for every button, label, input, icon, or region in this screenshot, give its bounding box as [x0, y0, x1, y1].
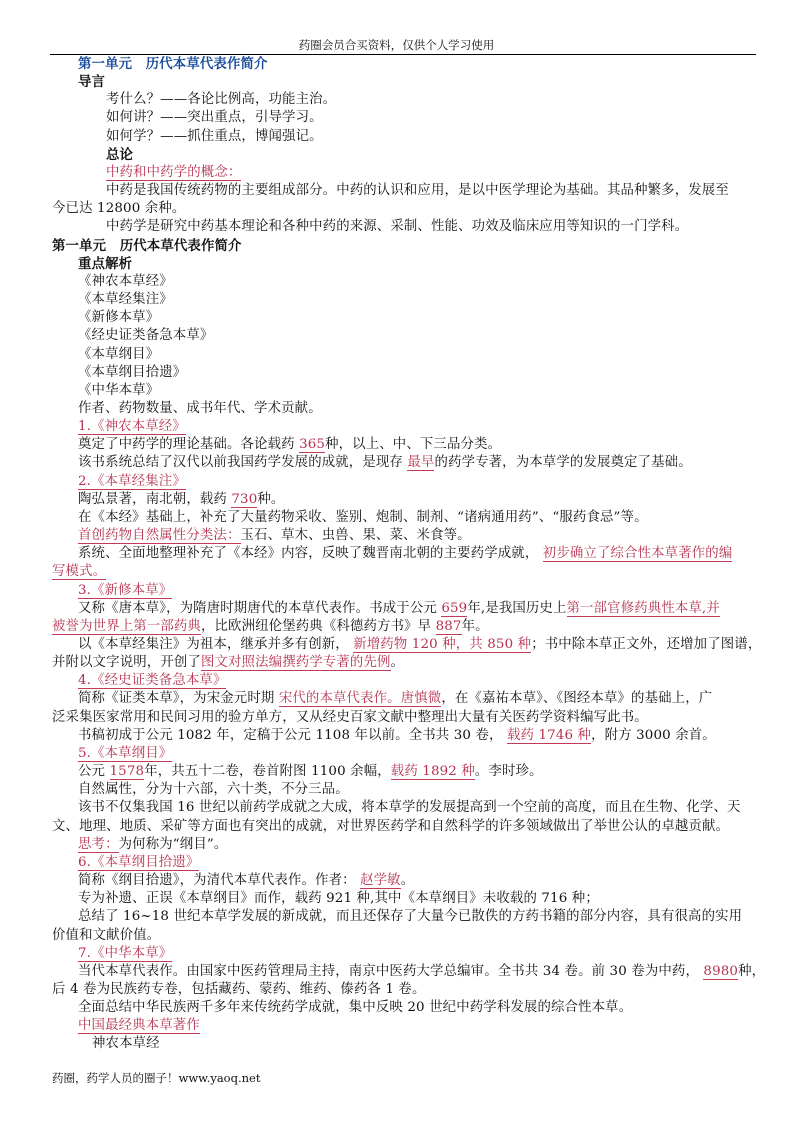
text-segment: 《本草经集注》 — [78, 292, 173, 308]
text-segment: 该书系统总结了汉代以前我国药学发展的成就，是现存 — [78, 455, 408, 471]
text-segment: 第一单元 历代本草代表作简介 — [78, 56, 268, 72]
highlighted-text: 3.《新修本草》 — [78, 582, 173, 598]
text-line — [0, 799, 793, 817]
text-line — [0, 164, 793, 182]
page-header: 药圈会员合买资料，仅供个人学习使用 — [298, 38, 495, 52]
highlighted-text: 6.《本草纲目拾遗》 — [78, 854, 200, 870]
text-line — [0, 327, 793, 345]
text-line — [0, 418, 793, 436]
text-line — [0, 582, 793, 600]
text-line — [0, 182, 793, 200]
text-line — [0, 854, 793, 872]
text-line — [0, 200, 793, 218]
text-segment: 总结了 16~18 世纪本草学发展的新成就，而且还保存了大量今已散佚的方药书籍的部分内容，具有很高的实用 — [78, 909, 743, 925]
heading-line — [0, 73, 793, 91]
text-segment: 为何称为“纲目”。 — [118, 836, 228, 852]
text-line — [0, 763, 793, 781]
text-line — [0, 709, 793, 727]
text-segment: 简称《证类本草》，为宋金元时期 — [78, 691, 279, 707]
text-segment: 系统、全面地整理补充了《本经》内容，反映了魏晋南北朝的主要药学成就， — [78, 546, 543, 562]
text-line — [0, 999, 793, 1017]
text-segment: 作者、药物数量、成书年代、学术贡献。 — [78, 400, 322, 416]
highlighted-text: 887 — [435, 618, 462, 634]
text-segment: 《本草纲目》 — [78, 346, 160, 362]
text-line — [0, 491, 793, 509]
text-segment: 种，以上、中、下三品分类。 — [325, 437, 502, 453]
document-body — [0, 55, 793, 1054]
highlighted-text: 4.《经史证类备急本草》 — [78, 673, 227, 689]
text-segment: 今已达 12800 余种。 — [52, 201, 186, 217]
text-line — [0, 436, 793, 454]
text-segment: 中药是我国传统药物的主要组成部分。中药的认识和应用，是以中医学理论为基础。其品种繁多，发展至 — [106, 183, 729, 199]
highlighted-text: 新增药物 120 种，共 850 种 — [353, 637, 532, 652]
text-line — [0, 400, 793, 418]
text-segment: ，附方 3000 余首。 — [591, 727, 716, 743]
text-line — [0, 218, 793, 236]
text-segment: 年,是我国历史上 — [467, 600, 567, 616]
heading-line — [0, 146, 793, 164]
highlighted-text: 1.《神农本草经》 — [78, 419, 186, 435]
highlighted-text: 2.《本草经集注》 — [78, 473, 186, 489]
text-segment: 种。 — [257, 491, 285, 507]
text-line — [0, 309, 793, 327]
text-line — [0, 509, 793, 527]
text-segment: 自然属性，分为十六部，六十类，不分三品。 — [78, 782, 349, 798]
text-line — [0, 1035, 793, 1053]
highlighted-text: 最早 — [407, 455, 435, 471]
text-segment: 《中华本草》 — [78, 382, 160, 398]
text-line — [0, 908, 793, 926]
highlighted-text: 写模式。 — [52, 564, 107, 580]
text-segment: 。 — [390, 655, 405, 671]
text-segment: 专为补遗、正误《本草纲目》而作，载药 921 种,其中《本草纲目》未收载的 716 种； — [78, 891, 599, 907]
text-segment: ，在《嘉祐本草》、《图经本草》的基础上，广 — [441, 691, 713, 707]
highlighted-text: 载药 1746 种 — [506, 727, 592, 743]
text-segment: 全面总结中华民族两千多年来传统药学成就，集中反映 20 世纪中药学科发展的综合性本草。 — [78, 1000, 633, 1016]
text-segment: 年，共五十二卷，卷首附图 1100 余幅， — [144, 764, 391, 780]
highlighted-text: 中国最经典本草著作 — [78, 1018, 200, 1034]
text-line — [0, 927, 793, 945]
text-segment: 玉石、草木、虫兽、果、菜、米食等。 — [240, 528, 471, 544]
text-segment: ，比欧洲纽伦堡药典《科德药方书》早 — [200, 618, 436, 634]
text-segment: 当代本草代表作。由国家中医药管理局主持，南京中医药大学总编审。全书共 34 卷。前 30 卷为中药， — [78, 963, 704, 979]
text-line — [0, 672, 793, 690]
highlighted-text: 被誉为世界上第一部药典 — [52, 618, 201, 634]
text-line — [0, 945, 793, 963]
text-segment: 价值和文献价值。 — [52, 927, 161, 943]
text-line — [0, 636, 793, 654]
text-segment: 该书不仅集我国 16 世纪以前药学成就之大成，将本草学的发展提高到一个空前的高度，而且在生物、化学、天 — [78, 800, 741, 816]
text-segment: 。 — [400, 873, 415, 889]
text-segment: 重点解析 — [78, 255, 133, 272]
text-line — [0, 545, 793, 563]
text-line — [0, 91, 793, 109]
text-segment: 《新修本草》 — [78, 310, 160, 326]
text-line — [0, 563, 793, 581]
text-segment: 并附以文字说明，开创了 — [52, 655, 201, 671]
text-segment: 简称《纲目拾遗》，为清代本草代表作。作者： — [78, 873, 361, 889]
text-segment: 年。 — [461, 618, 489, 634]
text-line — [0, 981, 793, 999]
text-line — [0, 618, 793, 636]
text-segment: 奠定了中药学的理论基础。各论载药 — [78, 437, 300, 453]
text-segment: 如何学？——抓住重点，博闻强记。 — [106, 128, 323, 144]
highlighted-text: 5.《本草纲目》 — [78, 745, 173, 761]
text-segment: 陶弘景著，南北朝，载药 — [78, 491, 232, 507]
highlighted-text: 载药 1892 种 — [390, 764, 475, 780]
highlighted-text: 7.《中华本草》 — [78, 945, 173, 961]
text-segment: 《经史证类备急本草》 — [78, 328, 214, 344]
highlighted-text: 第一部官修药典性本草,并 — [566, 600, 720, 616]
text-line — [0, 291, 793, 309]
text-line — [0, 890, 793, 908]
text-line — [0, 128, 793, 146]
text-segment: ；书中除本草正文外，还增加了图谱， — [531, 637, 762, 652]
highlighted-text: 8980 — [703, 963, 739, 979]
text-segment: 文、地理、地质、采矿等方面也有突出的成就，对世界医药学和自然科学的许多领域做出了举世公认的卓越贡献。 — [52, 818, 730, 834]
text-line — [0, 690, 793, 708]
text-segment: 神农本草经 — [92, 1036, 160, 1052]
text-line — [0, 818, 793, 836]
highlighted-text: 1578 — [109, 764, 145, 780]
text-segment: 的药学专著，为本草学的发展奠定了基础。 — [434, 455, 692, 471]
text-segment: 又称《唐本草》，为隋唐时期唐代的本草代表作。书成于公元 — [78, 600, 442, 616]
highlighted-text: 365 — [299, 437, 326, 453]
text-line — [0, 364, 793, 382]
text-segment: 《神农本草经》 — [78, 273, 173, 289]
text-segment: 《本草纲目拾遗》 — [78, 364, 187, 380]
text-segment: 导言 — [78, 74, 106, 91]
text-line — [0, 654, 793, 672]
text-line — [0, 527, 793, 545]
text-line — [0, 727, 793, 745]
text-segment: 。李时珍。 — [474, 764, 543, 780]
text-segment: 总论 — [106, 146, 134, 163]
text-line — [0, 872, 793, 890]
page-footer: 药圈，药学人员的圈子！www.yaoq.net — [52, 1071, 261, 1085]
text-segment: 后 4 卷为民族药专卷，包括藏药、蒙药、维药、傣药各 1 卷。 — [52, 981, 426, 997]
text-segment: 以《本草经集注》为祖本，继承并多有创新， — [78, 637, 354, 652]
highlighted-text: 730 — [231, 491, 258, 507]
heading-line — [0, 55, 793, 73]
highlighted-text: 659 — [441, 600, 468, 616]
text-line — [0, 781, 793, 799]
text-line — [0, 836, 793, 854]
highlighted-text: 思考： — [78, 836, 119, 852]
text-segment: 公元 — [78, 764, 110, 780]
text-line — [0, 600, 793, 618]
highlighted-text: 宋代的本草代表作。唐慎微 — [278, 691, 442, 707]
highlighted-text: 赵学敏 — [360, 873, 401, 889]
highlighted-text: 中药和中药学的概念： — [106, 164, 242, 180]
text-line — [0, 1017, 793, 1035]
text-line — [0, 346, 793, 364]
heading-line — [0, 255, 793, 273]
highlighted-text: 图文对照法编撰药学专著的先例 — [200, 655, 391, 671]
highlighted-text: 初步确立了综合性本草著作的编 — [542, 546, 733, 562]
text-segment: 种， — [738, 963, 766, 979]
text-line — [0, 273, 793, 291]
heading-line — [0, 237, 793, 255]
text-segment: 书稿初成于公元 1082 年，定稿于公元 1108 年以前。全书共 30 卷， — [78, 727, 507, 743]
text-segment: 泛采集医家常用和民间习用的验方单方，又从经史百家文献中整理出大量有关医药学资料编写此书。 — [52, 709, 648, 725]
text-segment: 第一单元 历代本草代表作简介 — [52, 237, 242, 254]
highlighted-text: 首创药物自然属性分类法： — [78, 528, 241, 544]
text-segment: 如何讲？——突出重点，引导学习。 — [106, 110, 323, 126]
text-line — [0, 473, 793, 491]
text-segment: 在《本经》基础上，补充了大量药物采收、鉴别、炮制、制剂、“诸病通用药”、“服药食忌”等。 — [78, 509, 648, 525]
text-line — [0, 454, 793, 472]
text-segment: 中药学是研究中药基本理论和各种中药的来源、采制、性能、功效及临床应用等知识的一门学科。 — [106, 219, 689, 235]
text-line — [0, 109, 793, 127]
text-line — [0, 382, 793, 400]
text-line — [0, 963, 793, 981]
text-segment: 考什么？——各论比例高，功能主治。 — [106, 92, 337, 108]
text-line — [0, 745, 793, 763]
